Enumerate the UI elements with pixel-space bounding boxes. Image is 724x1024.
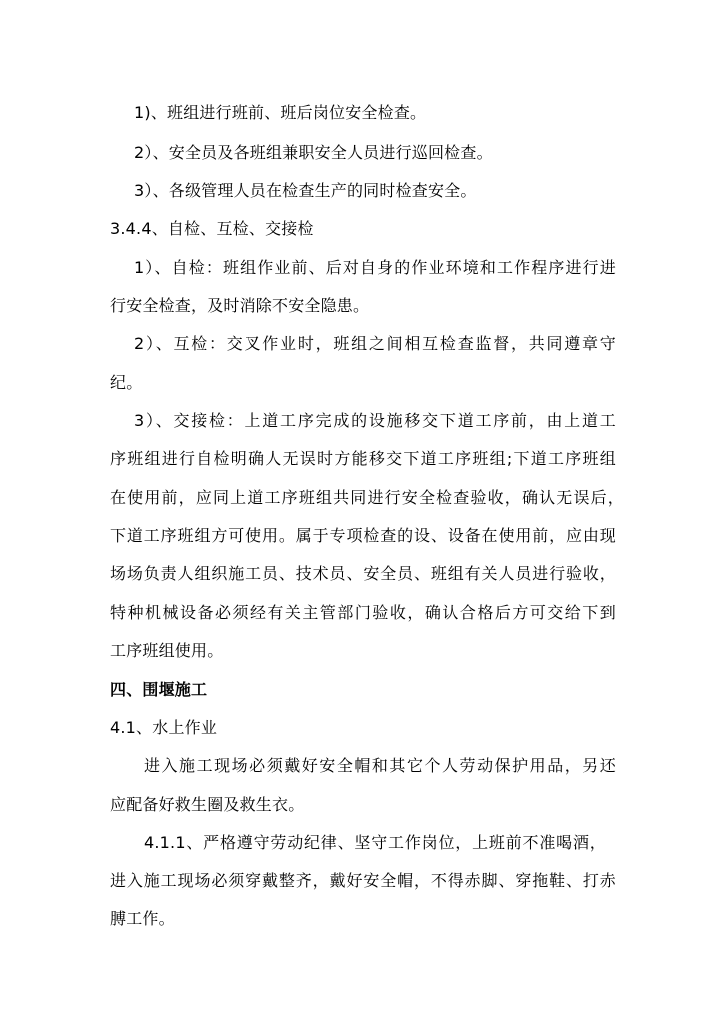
text-line: 应配备好救生圈及救生衣。 (110, 795, 305, 814)
text-line: 特种机械设备必须经有关主管部门验收，确认合格后方可交给下到 (110, 603, 616, 622)
text-line: 膊工作。 (110, 909, 175, 928)
section-heading: 3.4.4、自检、互检、交接检 (110, 219, 314, 238)
text-line: 2）、安全员及各班组兼职安全人员进行巡回检查。 (134, 143, 493, 162)
text-line: 纪。 (110, 373, 143, 392)
text-line: 3）、各级管理人员在检查生产的同时检查安全。 (134, 181, 477, 200)
text-line: 在使用前，应同上道工序班组共同进行安全检查验收，确认无误后， (110, 488, 624, 507)
text-line: 行安全检查，及时消除不安全隐患。 (110, 296, 370, 315)
text-line: 进入施工现场必须戴好安全帽和其它个人劳动保护用品，另还 (144, 756, 616, 775)
text-line: 1）、自检：班组作业前、后对自身的作业环境和工作程序进行进 (134, 258, 616, 277)
text-line: 1)、班组进行班前、班后岗位安全检查。 (134, 103, 427, 122)
text-line: 3）、交接检：上道工序完成的设施移交下道工序前，由上道工 (134, 411, 616, 430)
text-line: 序班组进行自检明确人无误时方能移交下道工序班组;下道工序班组 (110, 449, 616, 468)
text-line: 2）、互检：交叉作业时，班组之间相互检查监督，共同遵章守 (134, 334, 616, 353)
text-line: 进入施工现场必须穿戴整齐，戴好安全帽，不得赤脚、穿拖鞋、打赤 (110, 871, 616, 890)
text-line: 场场负责人组织施工员、技术员、安全员、班组有关人员进行验收， (110, 564, 616, 583)
text-line: 下道工序班组方可使用。属于专项检查的设、设备在使用前，应由现 (110, 526, 616, 545)
chapter-heading: 四、围堰施工 (110, 680, 208, 699)
section-heading: 4.1、水上作业 (110, 718, 218, 737)
text-line: 4.1.1、严格遵守劳动纪律、坚守工作岗位，上班前不准喝酒， (144, 833, 606, 852)
text-line: 工序班组使用。 (110, 641, 224, 660)
